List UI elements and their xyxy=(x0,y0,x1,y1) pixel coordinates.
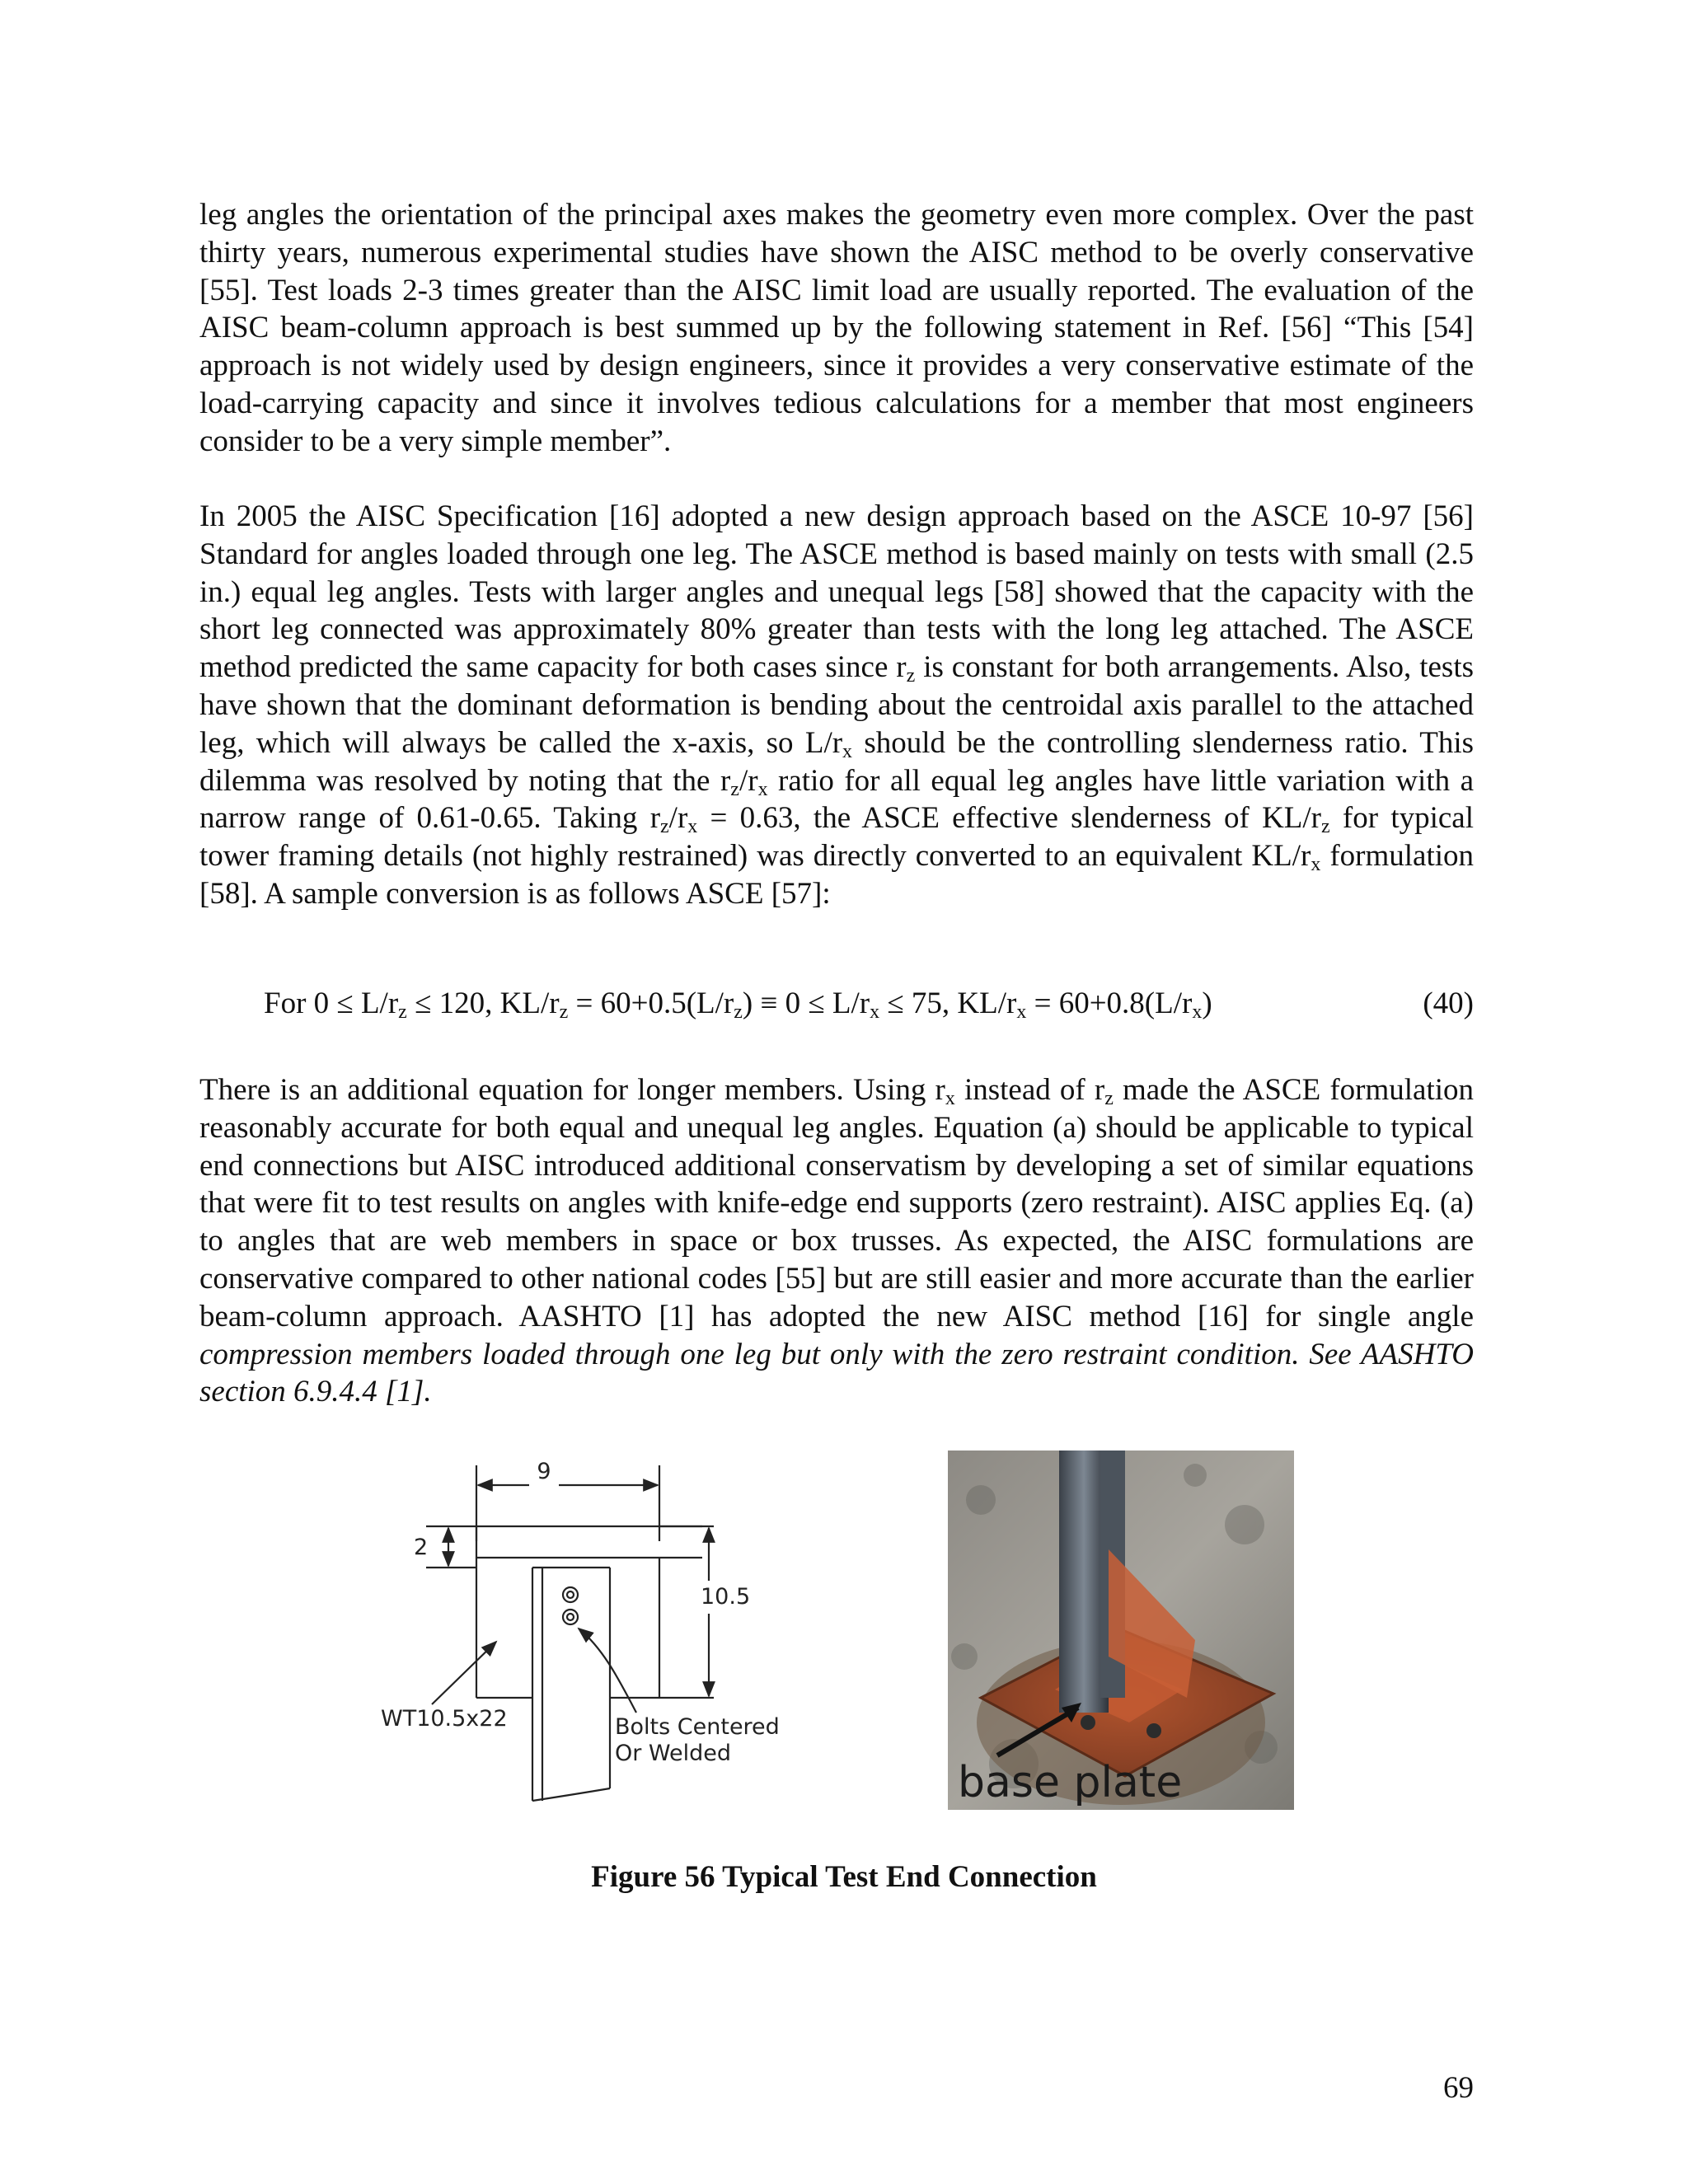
base-plate-label: base plate xyxy=(958,1758,1183,1807)
figure-caption: Figure 56 Typical Test End Connection xyxy=(591,1860,1097,1894)
page-number: 69 xyxy=(1443,2071,1474,2105)
equation-40 xyxy=(264,985,1474,1024)
flange-dimension-label: 2 xyxy=(414,1535,429,1560)
bolts-label-line1: Bolts Centered xyxy=(615,1714,780,1740)
bolts-label-line2: Or Welded xyxy=(615,1741,732,1766)
equation-text: For $0 \le L/r_z \le 120$, $KL/r_z = 60+0.5(L/r_z) \equiv 0 \le L/r_x \le 75$, $KL/r_x = 60+0.8(L/r_x)$ xyxy=(264,987,1212,1023)
width-dimension-label: 9 xyxy=(537,1459,551,1484)
member-label: WT10.5x22 xyxy=(381,1706,508,1732)
paragraph-1: leg angles the orientation of the principal axes makes the geometry even more complex. Over the past thirty years, numerous experimental studies have shown the AISC method to be overly conservative [55]. Test loads 2-3 times greater than the AISC limit load are usually reported. The evaluation of the AISC beam-column approach is best summed up by the following statement in Ref. [56] “This [54] approach is not widely used by design engineers, since it provides a very conservative estimate of the load-carrying capacity and since it involves tedious calculations for a member that most engineers consider to be a very simple member”. xyxy=(199,198,1474,458)
end-connection-drawing xyxy=(381,1451,809,1813)
height-dimension-label: 10.5 xyxy=(701,1584,751,1610)
paragraph-2: In 2005 the AISC Specification [16] adopted a new design approach based on the ASCE 10-97 [56] Standard for angles loaded through one leg. The ASCE method is based mainly on tests with small (2.5 in.) equal leg angles. Tests with larger angles and unequal legs [58] showed that the capacity with the short leg connected was approximately 80% greater than tests with the long leg attached. The ASCE method predicted the same capacity for both cases since $r_z$ is constant for both arrangements. Also, tests have shown that the dominant deformation is bending about the centroidal axis parallel to the attached leg, which will always be called the x-axis, so $L/r_x$ should be the controlling slenderness ratio. This dilemma was resolved by noting that the $r_z/r_x$ ratio for all equal leg angles have little variation with a narrow range of 0.61-0.65. Taking $r_z/r_x = 0.63$, the ASCE effective slenderness of $KL/r_z$ for typical tower framing details (not highly restrained) was directly converted to an equivalent $KL/r_x$ formulation [58]. A sample conversion is as follows ASCE [57]: xyxy=(199,499,1475,911)
equation-number: (40) xyxy=(1423,987,1474,1020)
italic-text: compression members loaded through one leg but only with the zero restraint condition. See AASHTO section 6.9.4.4 [1]. xyxy=(199,1337,1474,1409)
paragraph-3: There is an additional equation for longer members. Using $r_x$ instead of $r_z$ made the ASCE formulation reasonably accurate for both equal and unequal leg angles. Equation (a) should be applicable to typical end connections but AISC introduced additional conservatism by developing a set of similar equations that were fit to test results on angles with knife-edge end supports (zero restraint). AISC applies Eq. (a) to angles that are web members in space or box trusses. As expected, the AISC formulations are conservative compared to other national codes [55] but are still easier and more accurate than the earlier beam-column approach. AASHTO [1] has adopted the new AISC method [16] for single angle compression members loaded through one leg but only with the zero restraint condition. See AASHTO section 6.9.4.4 [1]. xyxy=(199,1073,1475,1409)
base-plate-photo xyxy=(948,1451,1294,1810)
